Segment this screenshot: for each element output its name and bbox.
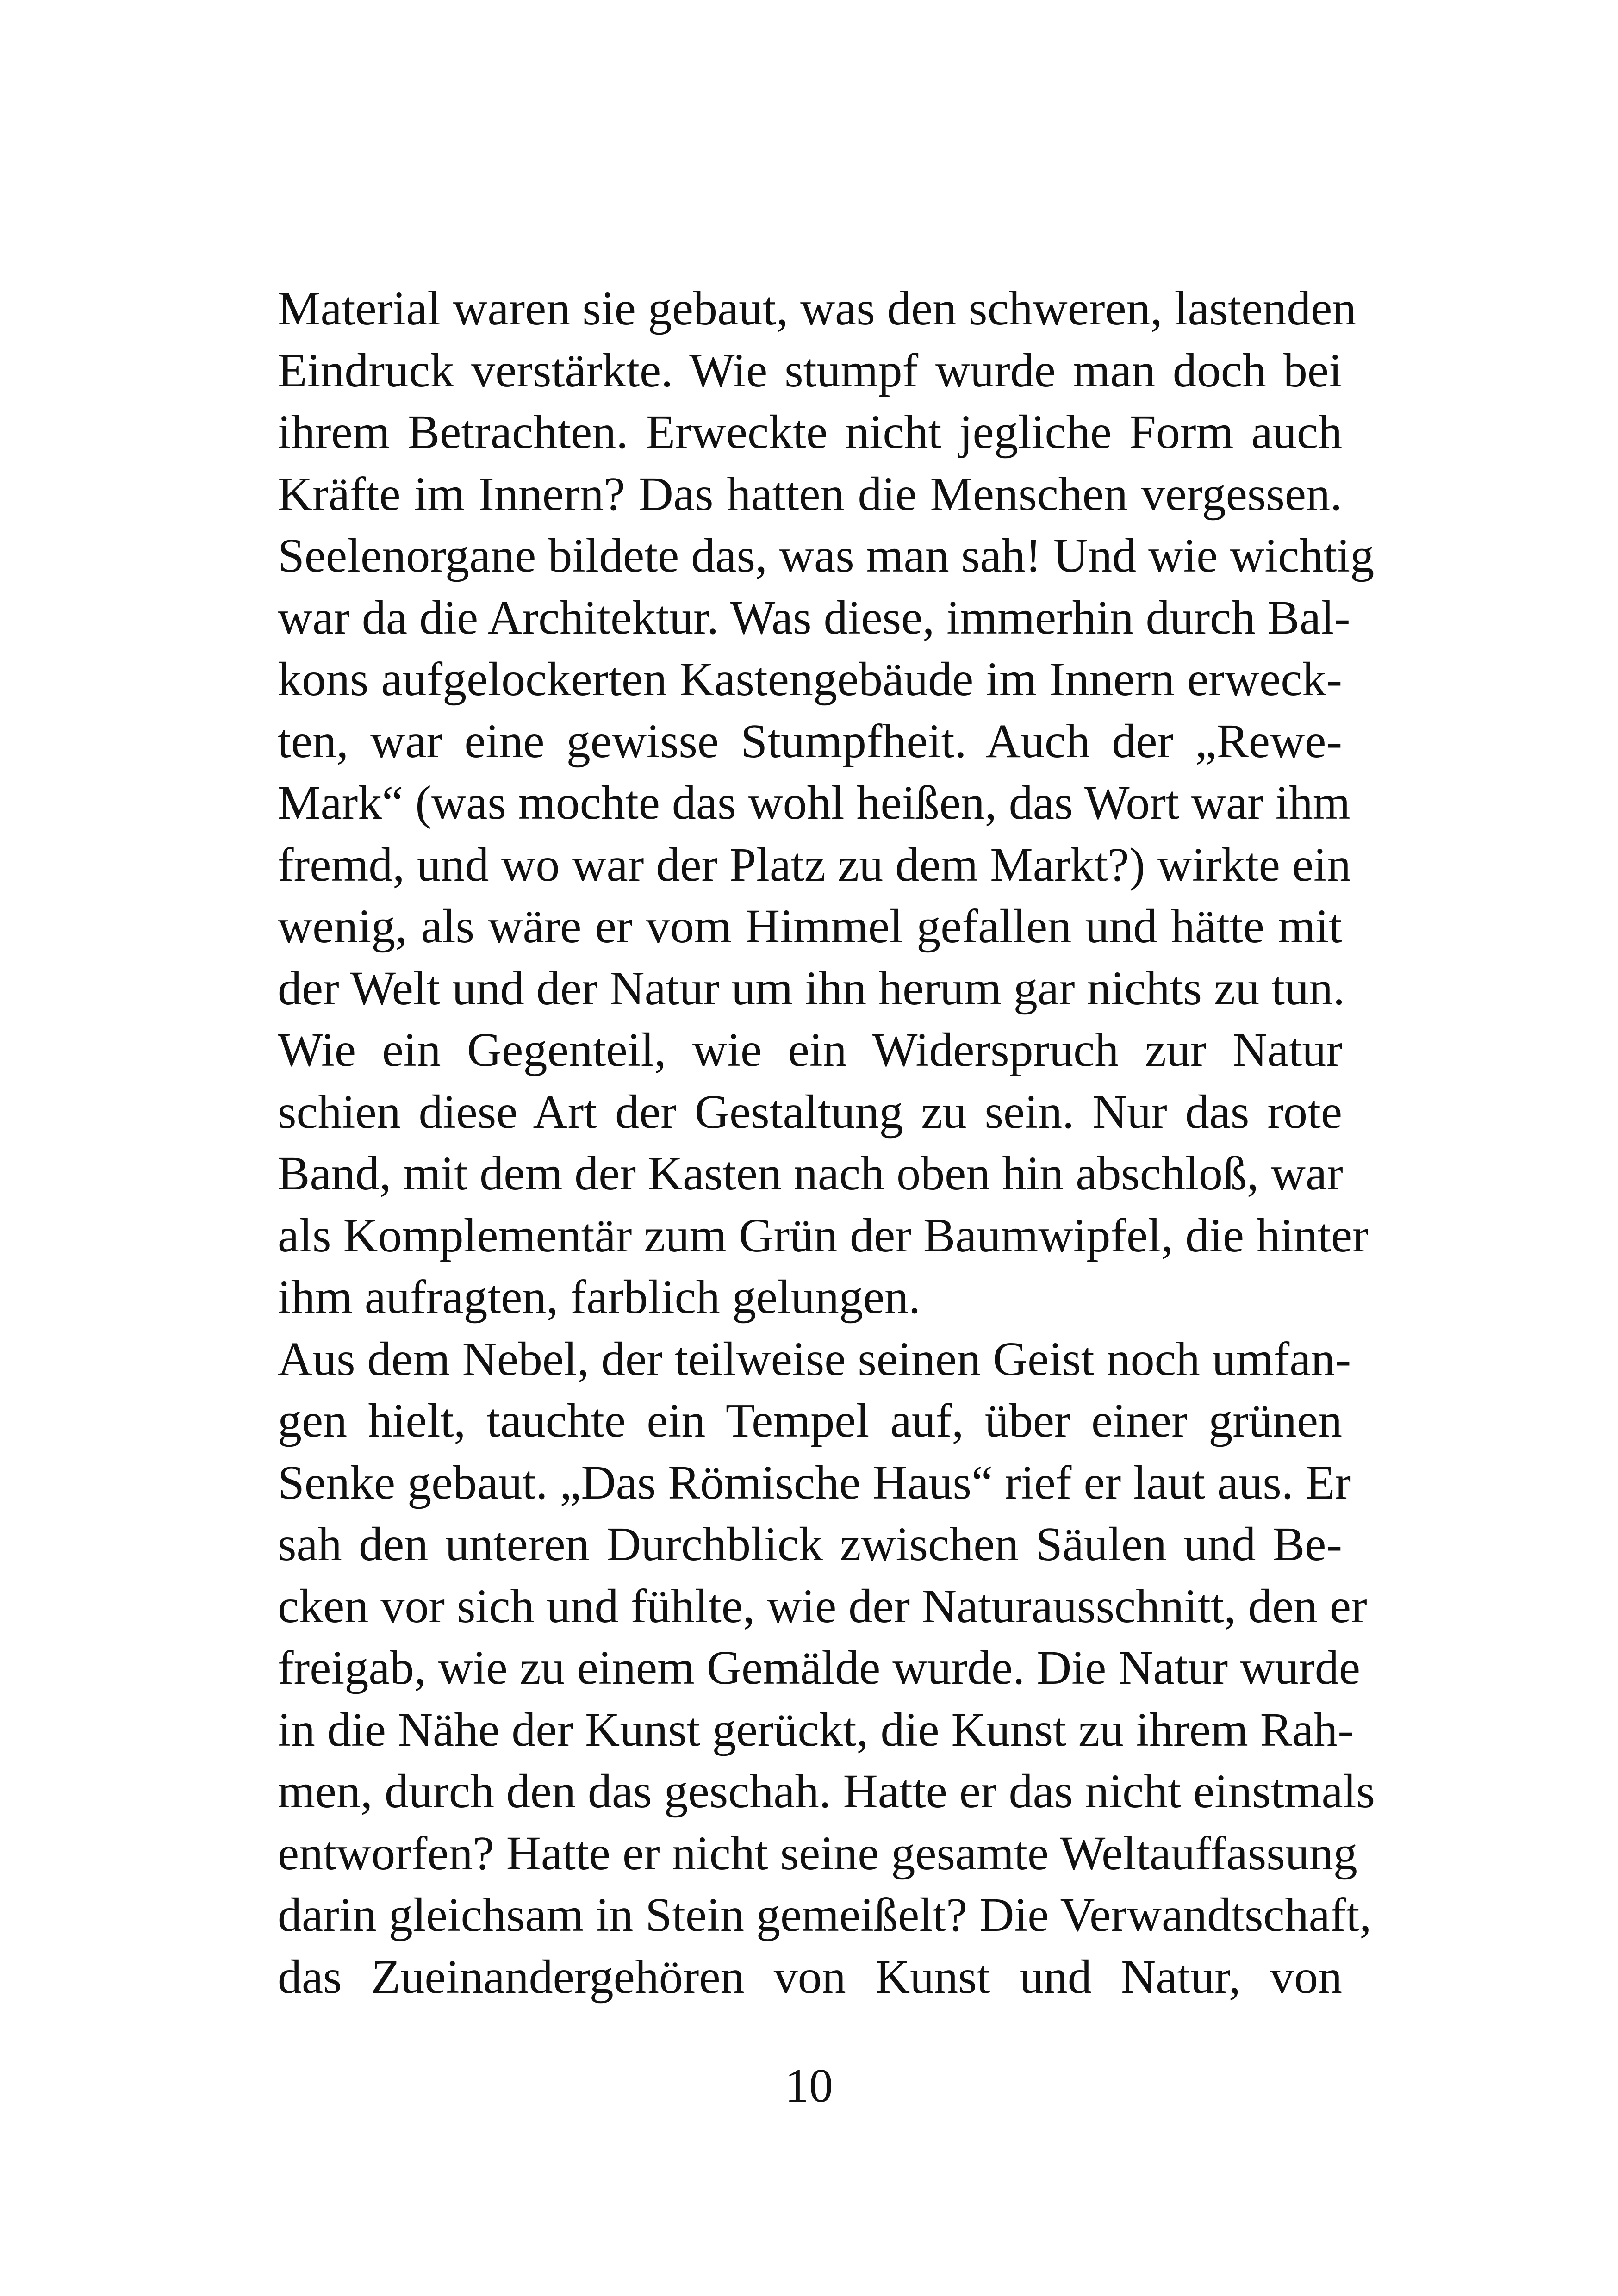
text-line: men, durch den das geschah. Hatte er das nicht einstmals — [278, 1765, 1375, 1818]
text-line: Seelenorgane bildete das, was man sah! Und wie wichtig — [278, 529, 1375, 582]
text-line: war da die Architektur. Was diese, immerhin durch Bal- — [278, 591, 1350, 644]
body-text — [278, 278, 1375, 2008]
text-line: freigab, wie zu einem Gemälde wurde. Die Natur wurde — [278, 1641, 1361, 1694]
text-line: ihm aufragten, farblich gelungen. — [278, 1270, 921, 1324]
text-line: cken vor sich und fühlte, wie der Naturausschnitt, den er — [278, 1579, 1367, 1633]
text-line: Aus dem Nebel, der teilweise seinen Geist noch umfan- — [278, 1332, 1351, 1386]
text-line: entworfen? Hatte er nicht seine gesamte Weltauffassung — [278, 1826, 1357, 1880]
text-line: schien diese Art der Gestaltung zu sein. Nur das rote — [278, 1085, 1342, 1139]
text-line: der Welt und der Natur um ihn herum gar nichts zu tun. — [278, 961, 1345, 1015]
page-number: 10 — [785, 2059, 833, 2112]
text-line: das Zueinandergehören von Kunst und Natur, von — [278, 1950, 1342, 2004]
text-line: Mark“ (was mochte das wohl heißen, das Wort war ihm — [278, 776, 1350, 829]
text-line: kons aufgelockerten Kastengebäude im Innern erweck- — [278, 653, 1342, 706]
text-line: Senke gebaut. „Das Römische Haus“ rief er laut aus. Er — [278, 1456, 1351, 1509]
text-line: Eindruck verstärkte. Wie stumpf wurde man doch bei — [278, 343, 1342, 397]
text-line: fremd, und wo war der Platz zu dem Markt?) wirkte ein — [278, 838, 1351, 891]
text-line: Band, mit dem der Kasten nach oben hin abschloß, war — [278, 1147, 1343, 1200]
text-line: ihrem Betrachten. Erweckte nicht jegliche Form auch — [278, 405, 1342, 459]
text-line: Wie ein Gegenteil, wie ein Widerspruch zur Natur — [278, 1023, 1342, 1076]
text-line: gen hielt, tauchte ein Tempel auf, über einer grünen — [278, 1394, 1342, 1447]
text-line: darin gleichsam in Stein gemeißelt? Die Verwandtschaft, — [278, 1888, 1372, 1941]
text-line: sah den unteren Durchblick zwischen Säulen und Be- — [278, 1518, 1342, 1571]
text-line: als Komplementär zum Grün der Baumwipfel, die hinter — [278, 1208, 1369, 1262]
text-line: in die Nähe der Kunst gerückt, die Kunst zu ihrem Rah- — [278, 1703, 1354, 1756]
text-line: Kräfte im Innern? Das hatten die Menschen vergessen. — [278, 467, 1342, 521]
text-line: wenig, als wäre er vom Himmel gefallen und hätte mit — [278, 900, 1342, 953]
text-line: Material waren sie gebaut, was den schweren, lastenden — [278, 282, 1357, 335]
text-line: ten, war eine gewisse Stumpfheit. Auch der „Rewe- — [278, 714, 1342, 768]
